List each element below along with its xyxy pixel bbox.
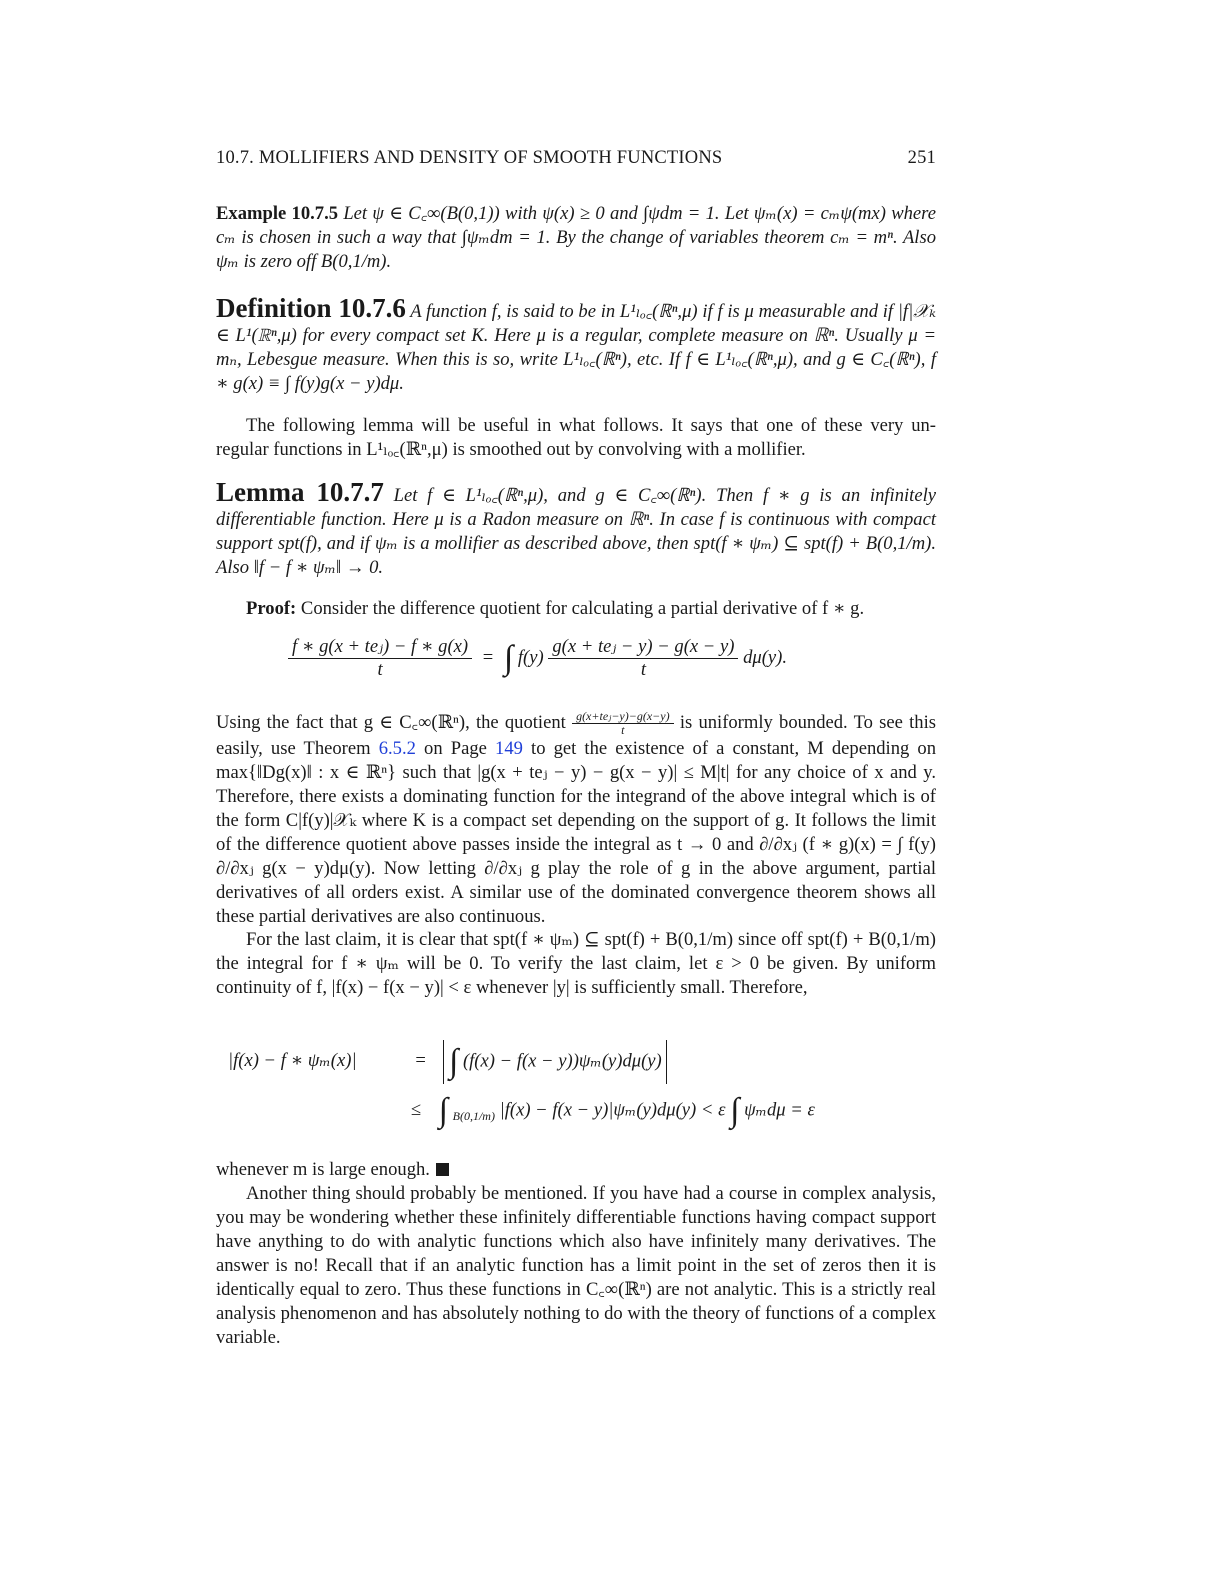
lemma-text: Let f ∈ L¹ₗₒ꜀(ℝⁿ,μ), and g ∈ C꜀∞(ℝⁿ). Then f ∗ g is an infinitely differentiable function. Here μ is a Radon measure on ℝⁿ. In case f is continuous with compact support spt(f), and if ψₘ is a mollifier as described above, then spt(f ∗ ψₘ) ⊆ spt(f) + B(0,1/m). Also ‖f − f ∗ ψₘ‖ → 0. [216, 485, 937, 578]
eq1-rhs-fraction: $\frac{\text{g(x + teⱼ − y) − g(x − y)}}{t}$ [548, 636, 738, 681]
example-label: Example 10.7.5 [216, 203, 339, 224]
theorem-link[interactable]: 6.5.2 [378, 738, 416, 759]
example-text: Let ψ ∈ C꜀∞(B(0,1)) with ψ(x) ≥ 0 and ∫ψdm = 1. Let ψₘ(x) = cₘψ(mx) where cₘ is chosen in such a way that ∫ψₘdm = 1. By the change of variables theorem cₘ = mⁿ. Also ψₘ is zero off B(0,1/m). [216, 203, 936, 272]
example-block [216, 202, 936, 274]
proof-text: Consider the difference quotient for calculating a partial derivative of f ∗ g. [300, 598, 865, 619]
estimate-equation-row2: ≤ ∫ $_{B(0,1/m)}$ |f(x) − f(x − y)|ψₘ(y)dμ(y) < ε ∫ ψₘdμ = ε [410, 1092, 815, 1129]
remark-paragraph: Another thing should probably be mentioned. If you have had a course in complex analysis, you may be wondering whether these infinitely differentiable functions having compact support have anything to do with analytic functions which also have infinitely many derivatives. The answer is no! Recall that if an analytic function has a limit point in the set of zeros then it is identically equal to zero. Thus these functions in C꜀∞(ℝⁿ) are not analytic. This is a strictly real analysis phenomenon and has absolutely nothing to do with the theory of functions of a complex variable. [216, 1183, 936, 1348]
running-header [216, 148, 936, 169]
page-link[interactable]: 149 [495, 738, 523, 759]
definition-text: A function f, is said to be in L¹ₗₒ꜀(ℝⁿ,μ) if f is μ measurable and if |f|𝒳ₖ ∈ L¹(ℝⁿ,μ) for every compact set K. Here μ is a regular, complete measure on ℝⁿ. Usually μ = mₙ, Lebesgue measure. When this is so, write L¹ₗₒ꜀(ℝⁿ), etc. If f ∈ L¹ₗₒ꜀(ℝⁿ,μ), and g ∈ C꜀(ℝⁿ), f ∗ g(x) ≡ ∫ f(y)g(x − y)dμ. [216, 301, 936, 394]
inline-quotient: $\frac{\text{g(x+teⱼ−y)−g(x−y)}}{t}$ [572, 710, 674, 737]
lemma-block [216, 477, 937, 580]
closing-line: whenever m is large enough. [216, 1158, 936, 1182]
difference-quotient-equation: $\frac{\text{f ∗ g(x + teⱼ) − f ∗ g(x)}}{t}$ = ∫ f(y) $\frac{\text{g(x + teⱼ − y) − g(x − y)}}{t}$ dμ(y). [288, 636, 787, 681]
page-number: 251 [907, 148, 936, 168]
proof-paragraph [216, 597, 936, 621]
eq1-lhs-fraction: $\frac{\text{f ∗ g(x + teⱼ) − f ∗ g(x)}}{t}$ [288, 636, 472, 681]
section-title: 10.7. MOLLIFIERS AND DENSITY OF SMOOTH FUNCTIONS [216, 148, 723, 168]
intro-paragraph: The following lemma will be useful in what follows. It says that one of these very un-regular functions in L¹ₗₒ꜀(ℝⁿ,μ) is smoothed out by convolving with a mollifier. [216, 415, 936, 460]
proof-label: Proof: [246, 598, 297, 619]
last-claim-paragraph: For the last claim, it is clear that spt(f ∗ ψₘ) ⊆ spt(f) + B(0,1/m) since off spt(f) + B(0,1/m) the integral for f ∗ ψₘ will be 0. To verify the last claim, let ε > 0 be given. By uniform continuity of f, |f(x) − f(x − y)| < ε whenever |y| is sufficiently small. Therefore, [216, 929, 936, 998]
estimate-equation-row1: |f(x) − f ∗ ψₘ(x)| = ∫ (f(x) − f(x − y))ψₘ(y)dμ(y) [228, 1040, 667, 1084]
lemma-label: Lemma 10.7.7 [216, 477, 384, 507]
definition-block [216, 293, 936, 396]
definition-label: Definition 10.7.6 [216, 293, 406, 323]
qed-square-icon [436, 1163, 449, 1176]
argument-paragraph: Using the fact that g ∈ C꜀∞(ℝⁿ), the quotient $\frac{\text{g(x+teⱼ−y)−g(x−y)}}{t}$ is uniformly bounded. To see this easily, use Theorem 6.5.2 on Page 149 to get the existence of a constant, M depending on max{‖Dg(x)‖ : x ∈ ℝⁿ} such that |g(x + teⱼ − y) − g(x − y)| ≤ M|t| for any choice of x and y. Therefore, there exists a dominating function for the integrand of the above integral which is of the form C|f(y)|𝒳ₖ where K is a compact set depending on the support of g. It follows the limit of the difference quotient above passes inside the integral as t → 0 and ∂/∂xⱼ (f ∗ g)(x) = ∫ f(y) ∂/∂xⱼ g(x − y)dμ(y). Now letting ∂/∂xⱼ g play the role of g in the above argument, partial derivatives of all orders exist. A similar use of the dominated convergence theorem shows all these partial derivatives are also continuous. [216, 709, 937, 927]
